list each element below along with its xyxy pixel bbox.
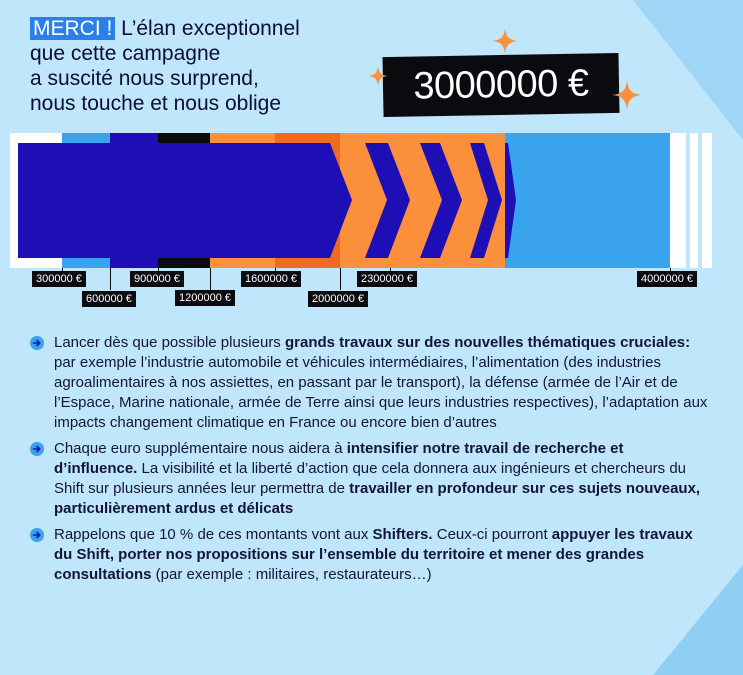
sparkle-icon xyxy=(612,80,642,110)
progress-fill-arrow-4 xyxy=(470,143,502,258)
milestone-label-300k: 300000 € xyxy=(32,271,86,287)
progress-fill-arrow-main xyxy=(18,143,352,258)
bullet-item xyxy=(30,333,710,433)
headline-line-1: L’élan exceptionnel xyxy=(115,17,300,40)
merci-highlight: MERCI ! xyxy=(30,17,115,40)
arrow-right-circle-icon xyxy=(30,336,44,350)
milestone-label-900k: 900000 € xyxy=(130,271,184,287)
arrow-right-circle-icon xyxy=(30,528,44,542)
milestone-label-1200k: 1200000 € xyxy=(175,290,235,306)
milestone-label-2000k: 2000000 € xyxy=(308,291,368,307)
total-amount-badge: 3000000 € xyxy=(382,53,619,117)
bullet-item xyxy=(30,439,710,519)
sparkle-icon xyxy=(368,66,388,86)
arrow-right-circle-icon xyxy=(30,442,44,456)
progress-fill-arrow-5 xyxy=(505,143,516,258)
milestone-tick xyxy=(110,268,111,290)
progress-fill-arrow-3 xyxy=(420,143,462,258)
milestone-label-4000k: 4000000 € xyxy=(637,271,697,287)
headline xyxy=(30,16,350,116)
bullet-item xyxy=(30,525,710,585)
milestone-label-2300k: 2300000 € xyxy=(357,271,417,287)
milestone-label-600k: 600000 € xyxy=(82,291,136,307)
decorative-triangle-top xyxy=(633,0,743,140)
progress-fill-arrow-2 xyxy=(365,143,410,258)
progress-fill-arrows xyxy=(0,133,712,268)
headline-line-4: nous touche et nous oblige xyxy=(30,92,282,115)
fundraising-progress-bar xyxy=(0,133,712,268)
bullet-text: Lancer dès que possible plusieurs grands travaux sur des nouvelles thématiques cruciales: par exemple l’industrie automobile et véhicules intermédiaires, l’alimentation (des industries agroalimentaires à nos assiettes, en passant par le transport), la défense (armée de l’Air et de l’Espace, Marine nationale, armée de Terre ainsi que leurs industries respectives), l’adaptation aux impacts changement climatique en France ou encore bien d’autres xyxy=(54,334,708,431)
sparkle-icon xyxy=(492,28,518,54)
milestone-label-1600k: 1600000 € xyxy=(241,271,301,287)
bullet-list xyxy=(30,333,710,591)
bullet-text: Chaque euro supplémentaire nous aidera à intensifier notre travail de recherche et d’influence. La visibilité et la liberté d’action que cela donnera aux ingénieurs et chercheurs du Shift sur plusieurs années leur permettra de travailler en profondeur sur ces sujets nouveaux, particulièrement ardus et délicats xyxy=(54,440,701,517)
headline-line-3: a suscité nous surprend, xyxy=(30,67,259,90)
bullet-text: Rappelons que 10 % de ces montants vont aux Shifters. Ceux-ci pourront appuyer les travaux du Shift, porter nos propositions sur l’ensemble du territoire et mener des grandes consultations (par exemple : militaires, restaurateurs…) xyxy=(54,526,693,583)
milestone-tick xyxy=(210,268,211,290)
milestone-tick xyxy=(340,268,341,290)
headline-line-2: que cette campagne xyxy=(30,42,221,65)
